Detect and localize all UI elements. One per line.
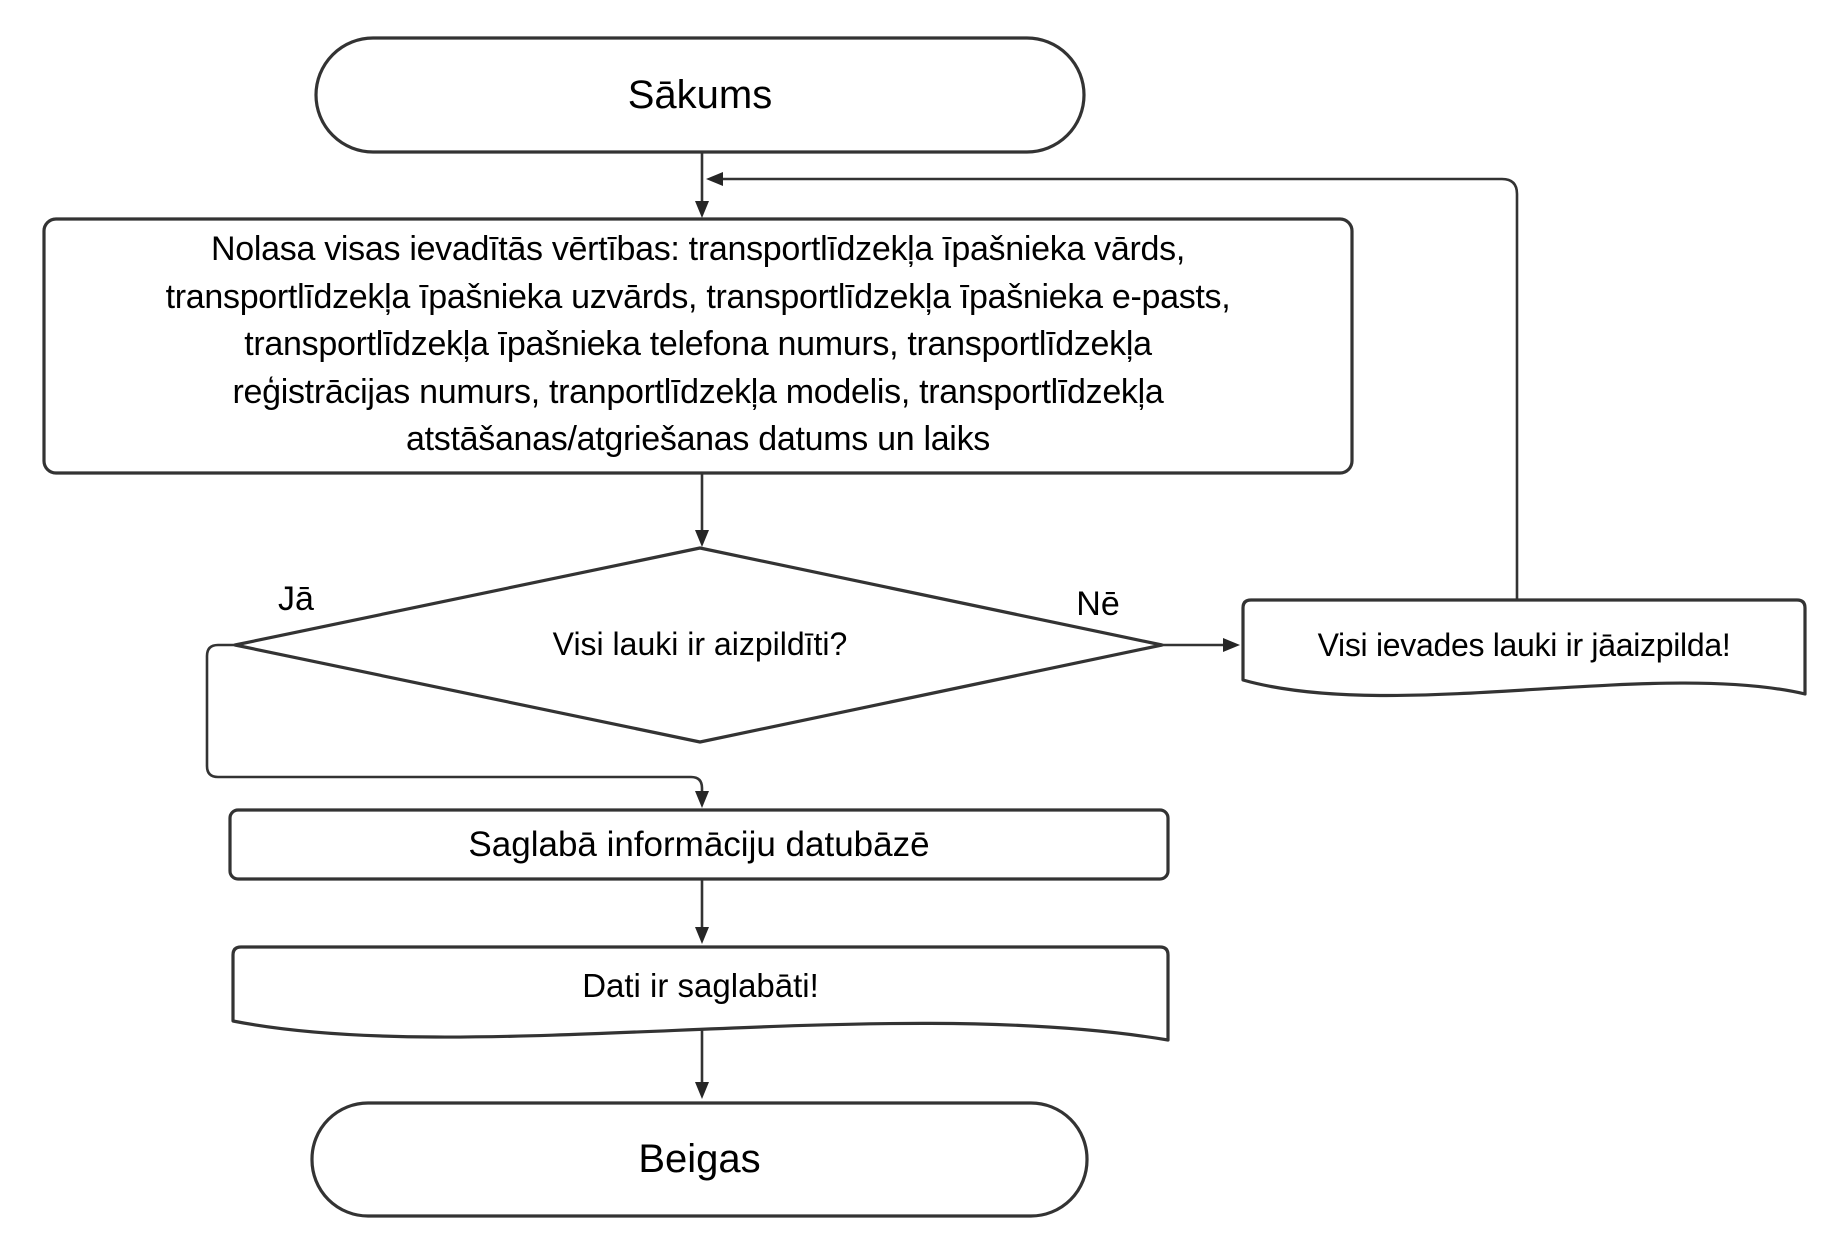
start-label: Sākums	[627, 72, 773, 117]
end-label: Beigas	[638, 1137, 761, 1181]
arrowhead-start-to-read-icon	[695, 201, 709, 218]
saved-message-label: Dati ir saglabāti!	[582, 967, 819, 1004]
arrowhead-save-to-saved-icon	[695, 927, 709, 944]
decision-label: Visi lauki ir aizpildīti?	[552, 625, 848, 662]
read-values-label	[54, 226, 1342, 464]
error-message-label: Visi ievades lauki ir jāaizpilda!	[1317, 626, 1731, 663]
read-values-line-1: Nolasa visas ievadītās vērtības: transportlīdzekļa īpašnieka vārds,	[211, 230, 1185, 268]
arrowhead-read-to-decision-icon	[695, 530, 709, 547]
arrowhead-decision-no-icon	[1223, 638, 1240, 652]
read-values-line-2: transportlīdzekļa īpašnieka uzvārds, transportlīdzekļa īpašnieka e-pasts,	[165, 277, 1231, 316]
arrowhead-saved-to-end-icon	[695, 1082, 709, 1099]
save-process-label: Saglabā informāciju datubāzē	[468, 824, 930, 864]
edge-no-label: Nē	[1076, 584, 1120, 623]
arrowhead-decision-yes-icon	[695, 791, 709, 808]
arrowhead-error-feedback-icon	[706, 172, 723, 186]
read-values-line-4: reģistrācijas numurs, tranportlīdzekļa modelis, transportlīdzekļa	[232, 372, 1164, 411]
edge-yes-label: Jā	[278, 579, 314, 618]
read-values-line-5: atstāšanas/atgriešanas datums un laiks	[406, 420, 990, 459]
read-values-line-3: transportlīdzekļa īpašnieka telefona numurs, transportlīdzekļa	[244, 325, 1152, 364]
